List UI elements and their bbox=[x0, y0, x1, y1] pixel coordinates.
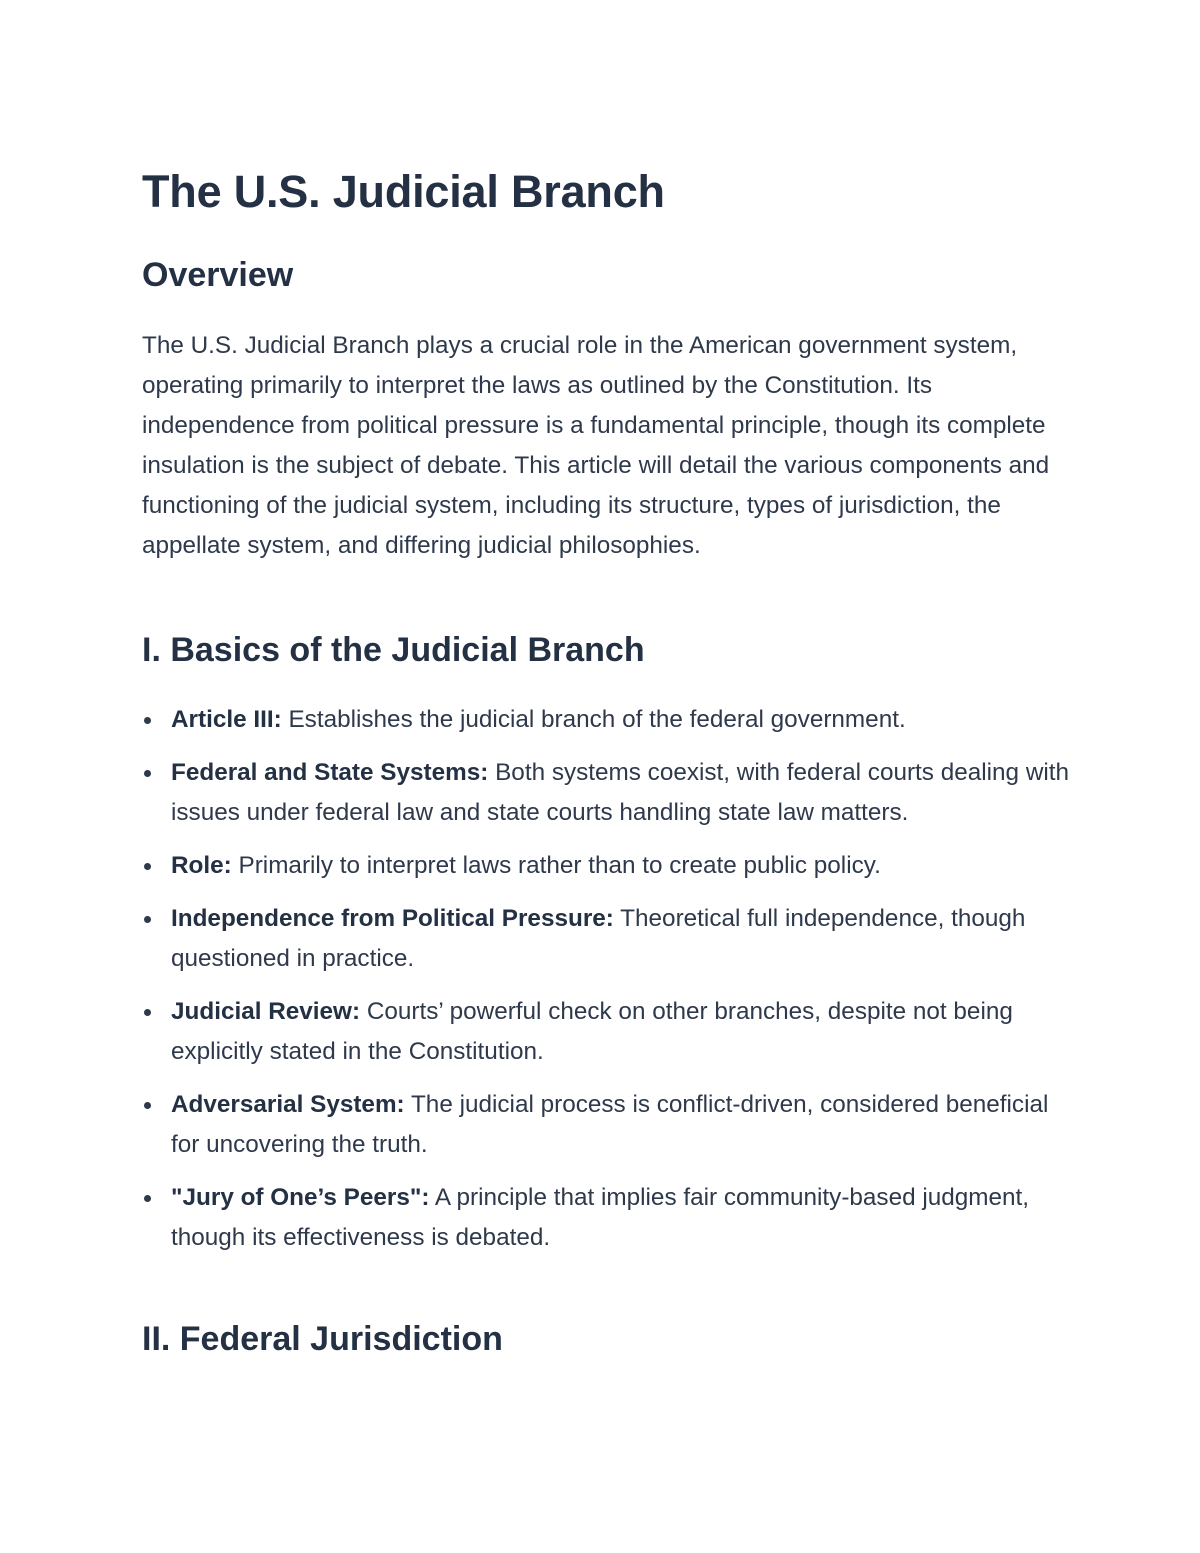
bullet-term: Federal and State Systems: bbox=[171, 759, 489, 786]
basics-bullet-list bbox=[142, 700, 1072, 1271]
bullet-term: Article III: bbox=[171, 706, 282, 733]
bullet-icon bbox=[144, 1195, 151, 1202]
list-item bbox=[142, 992, 1072, 1072]
list-item bbox=[142, 899, 1072, 979]
bullet-icon bbox=[144, 1102, 151, 1109]
overview-paragraph: The U.S. Judicial Branch plays a crucial role in the American government system, operating primarily to interpret the laws as outlined by the Constitution. Its independence from political pressure is a fundamental principle, though its complete insulation is the subject of debate. This article will detail the various components and functioning of the judicial system, including its structure, types of jurisdiction, the appellate system, and differing judicial philosophies. bbox=[142, 332, 1050, 559]
bullet-text: Both systems coexist, with federal courts dealing with issues under federal law and state courts handling state law matters. bbox=[171, 759, 1070, 826]
list-item bbox=[142, 1085, 1072, 1165]
bullet-text: Primarily to interpret laws rather than to create public policy. bbox=[231, 852, 881, 879]
bullet-icon bbox=[144, 1009, 151, 1016]
bullet-term: Judicial Review: bbox=[171, 998, 361, 1025]
list-item bbox=[142, 753, 1072, 833]
list-item bbox=[142, 700, 1072, 740]
list-item bbox=[142, 846, 1072, 886]
bullet-text: Establishes the judicial branch of the federal government. bbox=[281, 706, 906, 733]
list-item bbox=[142, 1178, 1072, 1258]
bullet-term: Independence from Political Pressure: bbox=[171, 905, 614, 932]
bullet-text: Courts’ powerful check on other branches, despite not being explicitly stated in the Constitution. bbox=[171, 998, 1013, 1065]
bullet-text: The judicial process is conflict-driven, considered beneficial for uncovering the truth. bbox=[171, 1091, 1049, 1158]
section-federal-jurisdiction-heading: II. Federal Jurisdiction bbox=[142, 1320, 503, 1358]
section-basics-heading: I. Basics of the Judicial Branch bbox=[142, 631, 645, 669]
page-title: The U.S. Judicial Branch bbox=[142, 166, 665, 217]
bullet-term: "Jury of One’s Peers": bbox=[171, 1184, 430, 1211]
bullet-term: Adversarial System: bbox=[171, 1091, 405, 1118]
overview-heading: Overview bbox=[142, 256, 294, 294]
bullet-icon bbox=[144, 770, 151, 777]
bullet-text: A principle that implies fair community-based judgment, though its effectiveness is debated. bbox=[171, 1184, 1030, 1251]
bullet-text: Theoretical full independence, though questioned in practice. bbox=[171, 905, 1026, 972]
bullet-icon bbox=[144, 717, 151, 724]
bullet-icon bbox=[144, 916, 151, 923]
bullet-icon bbox=[144, 863, 151, 870]
bullet-term: Role: bbox=[171, 852, 232, 879]
